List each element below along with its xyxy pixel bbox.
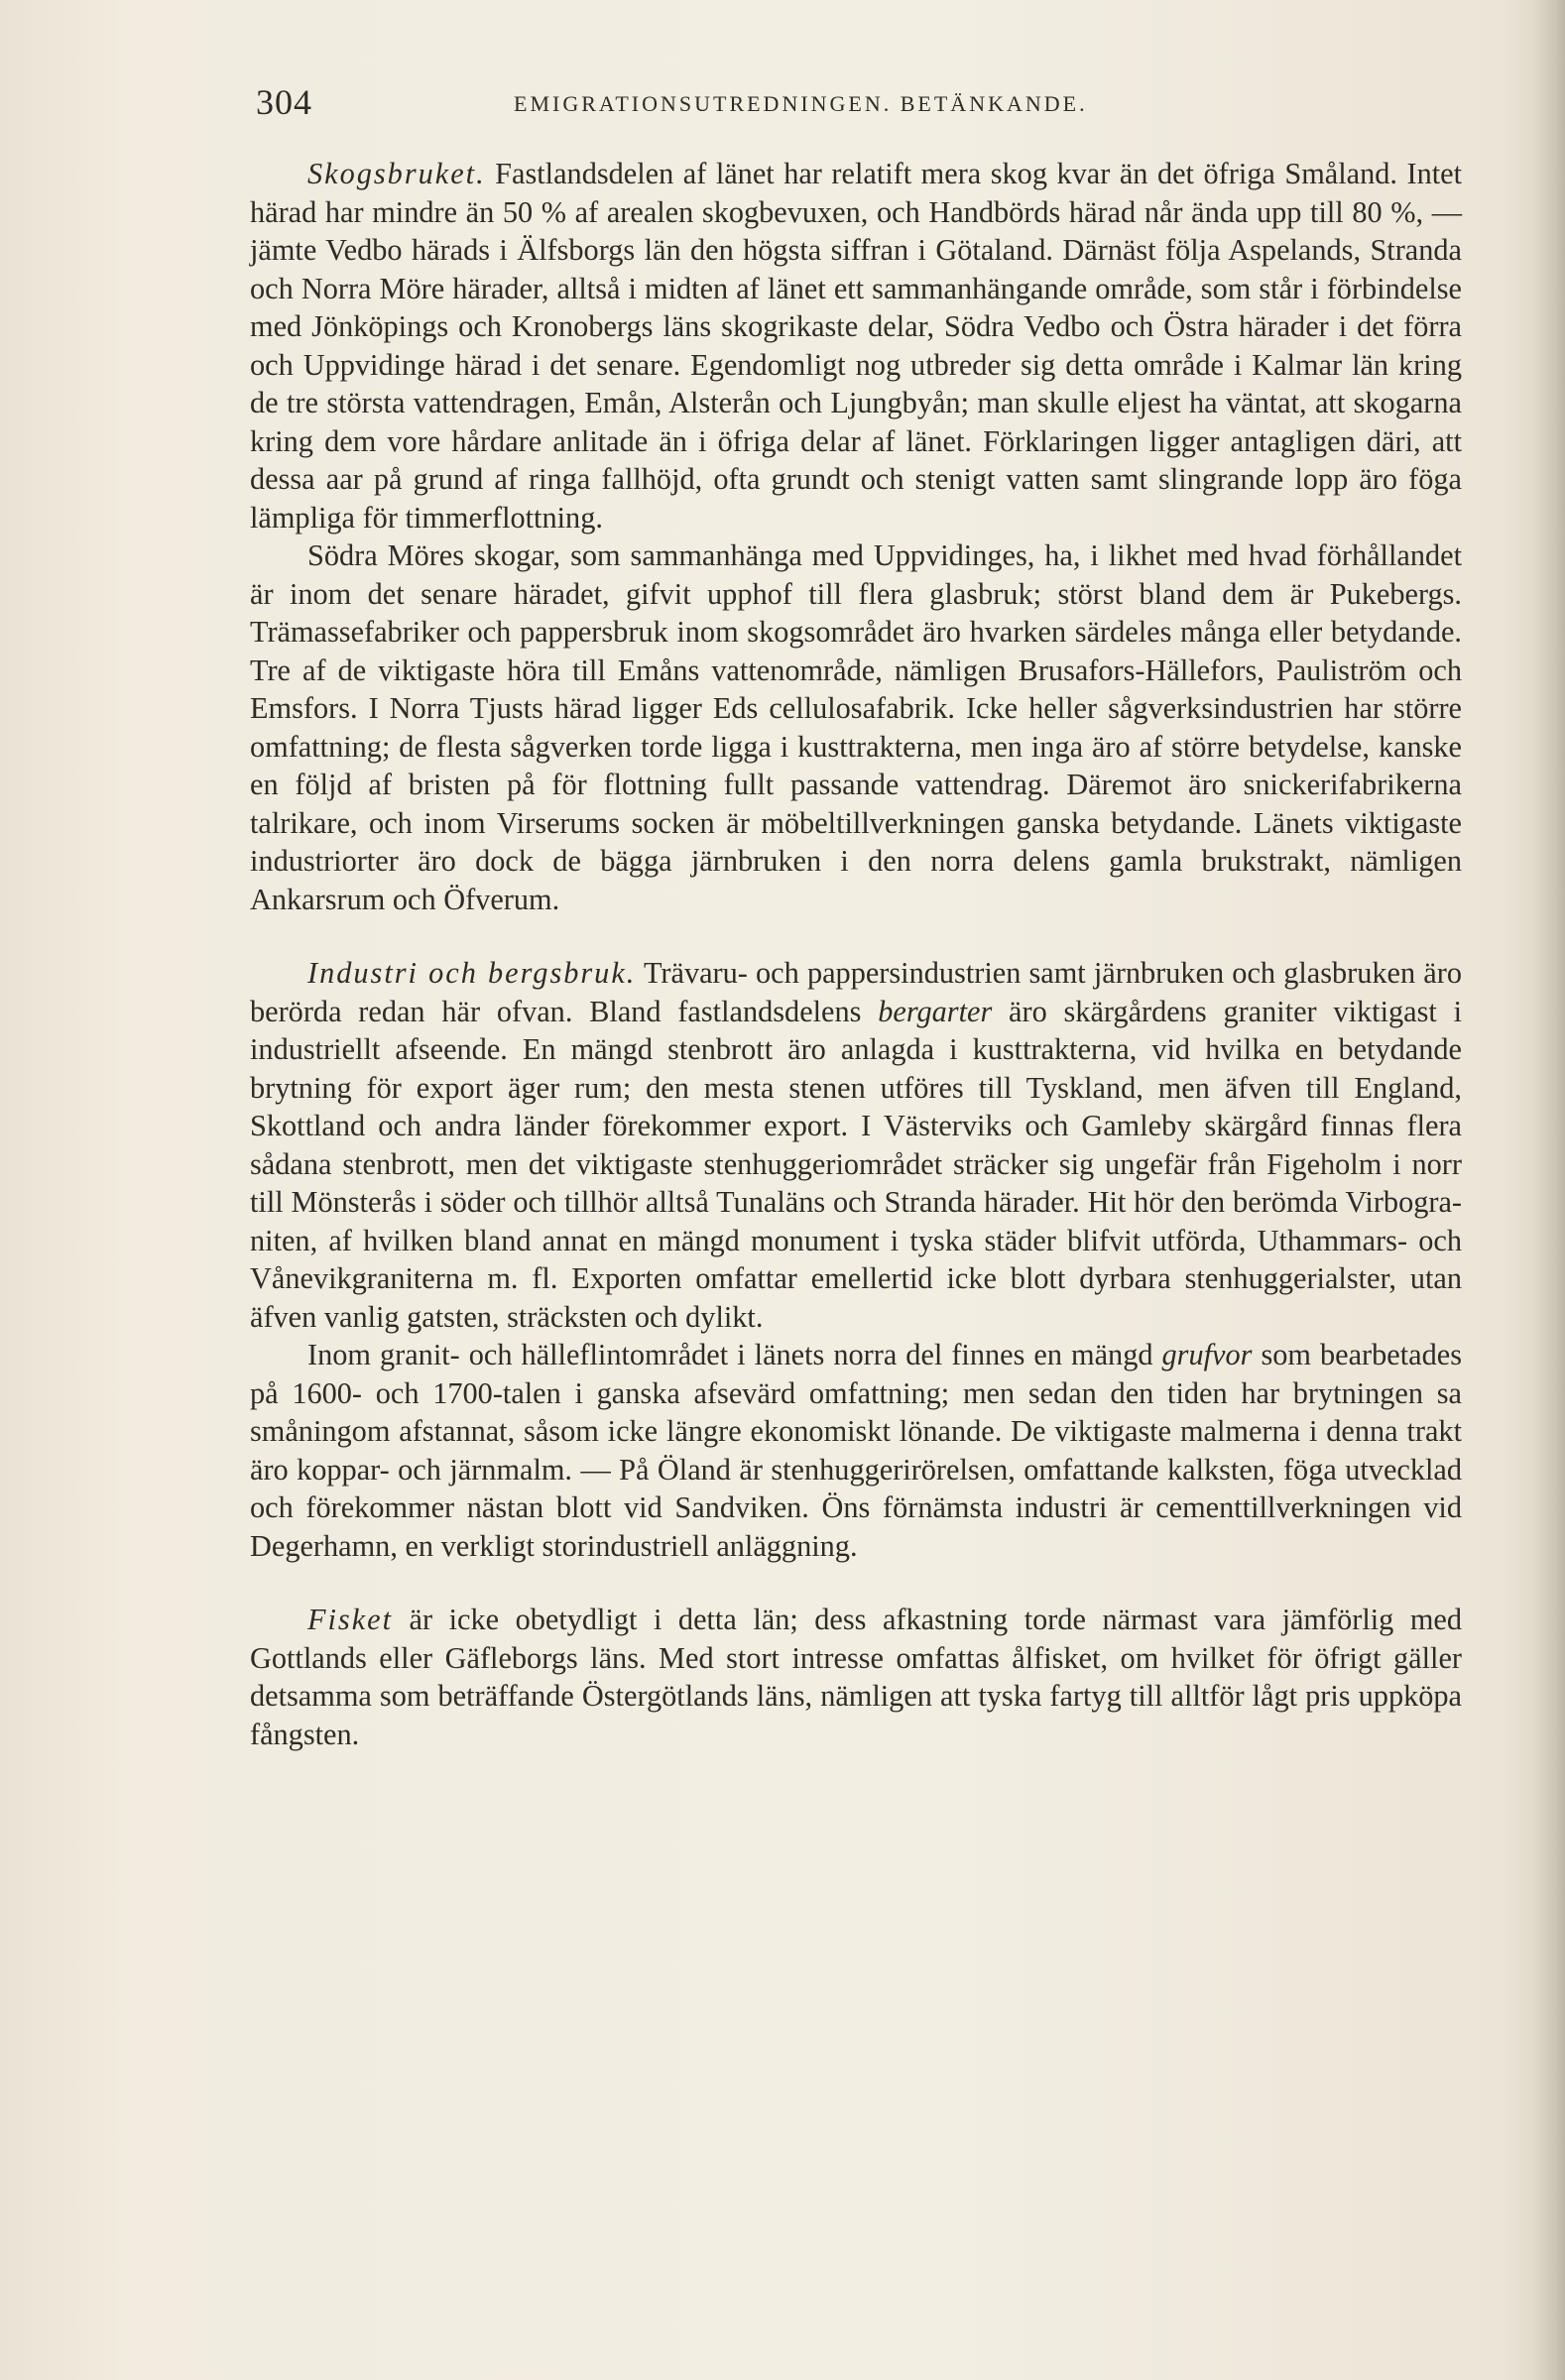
paragraph-text-continued: äro skärgårdens graniter viktigast i industriellt afseende. En mängd stenbrott äro anlagda i kusttrakterna, vid hvilka en betydande brytning för export äger rum; den mesta stenen utföres till Tyskland, men äfven till England, Skottland och andra länder förekommer export. I Västerviks och Gamleby skärgård finnas flera sådana stenbrott, men det viktigaste stenhuggeriområdet sträcker sig ungefär från Figeholm i norr till Mönsterås i söder och tillhör alltså Tunaläns och Stranda härader. Hit hör den berömda Virbograniten, af hvilken bland annat en mängd monument i tyska städer blifvit utförda, Uthammars- och Vånevikgraniterna m. fl. Exporten omfattar emellertid icke blott dyrbara stenhuggerialster, utan äfven vanlig gatsten, sträcksten och dylikt. [250, 994, 1462, 1334]
paragraph-industri-och-bergsbruk [250, 954, 1462, 1336]
page-edge-shadow [1533, 0, 1565, 2380]
paragraph-text: Inom granit- och hälleflintområdet i länets norra del finnes en mängd [307, 1338, 1162, 1371]
paragraph-text-continued: som bearbetades på 1600- och 1700-talen i ganska afsevärd omfattning; men sedan den tiden har brytningen sa småningom afstannat, såsom icke längre ekonomiskt lönande. De viktigaste malmerna i denna trakt äro koppar- och järnmalm. — På Öland är stenhuggerirörelsen, omfattande kalksten, föga utvecklad och förekommer nästan blott vid Sandviken. Öns förnämsta industri är cementtillverkningen vid Degerhamn, en verkligt storindustriell anläggning. [250, 1338, 1462, 1563]
paragraph-skogsbruket [250, 155, 1462, 536]
paragraph-text: är icke obetydligt i detta län; dess afkastning torde närmast vara jämförlig med Gottlands eller Gäfleborgs läns. Med stort intresse omfattas ålfisket, om hvilket för öfrigt gäller detsamma som beträffande Östergötlands läns, nämligen att tyska fartyg till alltför lågt pris uppköpa fångsten. [250, 1603, 1462, 1751]
running-head [256, 81, 1464, 127]
italic-term-bergarter: bergarter [878, 994, 993, 1028]
paragraph-text: Fastlandsdelen af länet har relatift mera skog kvar än det öfriga Småland. Intet härad har mindre än 50 % af arealen skogbevuxen, och Handbörds härad når ända upp till 80 %, — jämte Vedbo härads i Älfsborgs län den högsta siffran i Götaland. Därnäst följa Aspelands, Stranda och Norra Möre härader, alltså i midten af länet ett sammanhängande område, som står i förbindelse med Jönköpings och Kronobergs läns skogrikaste delar, Södra Vedbo och Östra härader i det förra och Uppvidinge härad i det senare. Egendomligt nog utbreder sig detta område i Kalmar län kring de tre största vattendragen, Emån, Alsterån och Ljungbyån; man skulle eljest ha väntat, att skogarna kring dem vore hårdare anlitade än i öfriga delar af länet. Förklaringen ligger antagligen däri, att dessa aar på grund af ringa fallhöjd, ofta grundt och stenigt vatten samt slingrande lopp äro föga lämpliga för timmerflottning. [250, 157, 1462, 535]
paragraph-text: Trävaru- och pappersindustrien samt järnbruken och glasbruken äro berörda redan här ofvan. Bland fastlandsdelens [250, 956, 1462, 1028]
body-text [250, 155, 1462, 1753]
paragraph-grufvor [250, 1336, 1462, 1565]
section-lead-skogsbruket: Skogsbruket. [307, 157, 486, 190]
italic-term-grufvor: grufvor [1161, 1338, 1253, 1371]
paragraph-sodra-mores-skogar [250, 536, 1462, 918]
page-number: 304 [256, 82, 312, 122]
paragraph-text: Södra Möres skogar, som sammanhänga med Uppvidinges, ha, i likhet med hvad förhållandet är inom det senare häradet, gifvit upphof till flera glasbruk; störst bland dem är Pukebergs. Trämassefabriker och pappersbruk inom skogsområdet äro hvarken särdeles många eller betydande. Tre af de viktigaste höra till Emåns vattenområde, nämligen Brusafors-Hällefors, Pauliström och Emsfors. I Norra Tjusts härad ligger Eds cellulosafabrik. Icke heller sågverksindustrien har större omfattning; de flesta sågverken torde ligga i kusttrakterna, men inga äro af större betydelse, kanske en följd af bristen på för flottning fullt passande vattendrag. Däremot äro snickerifabrikerna talrikare, och inom Virserums socken är möbeltillverkningen ganska betydande. Länets viktigaste industriorter äro dock de bägga järnbruken i den norra delens gamla brukstrakt, nämligen Ankarsrum och Öfverum. [250, 538, 1462, 916]
paragraph-fisket [250, 1601, 1462, 1753]
running-title: EMIGRATIONSUTREDNINGEN. BETÄNKANDE. [514, 91, 1088, 116]
section-lead-fisket: Fisket [307, 1603, 394, 1636]
section-lead-industri: Industri och bergsbruk. [307, 956, 637, 990]
